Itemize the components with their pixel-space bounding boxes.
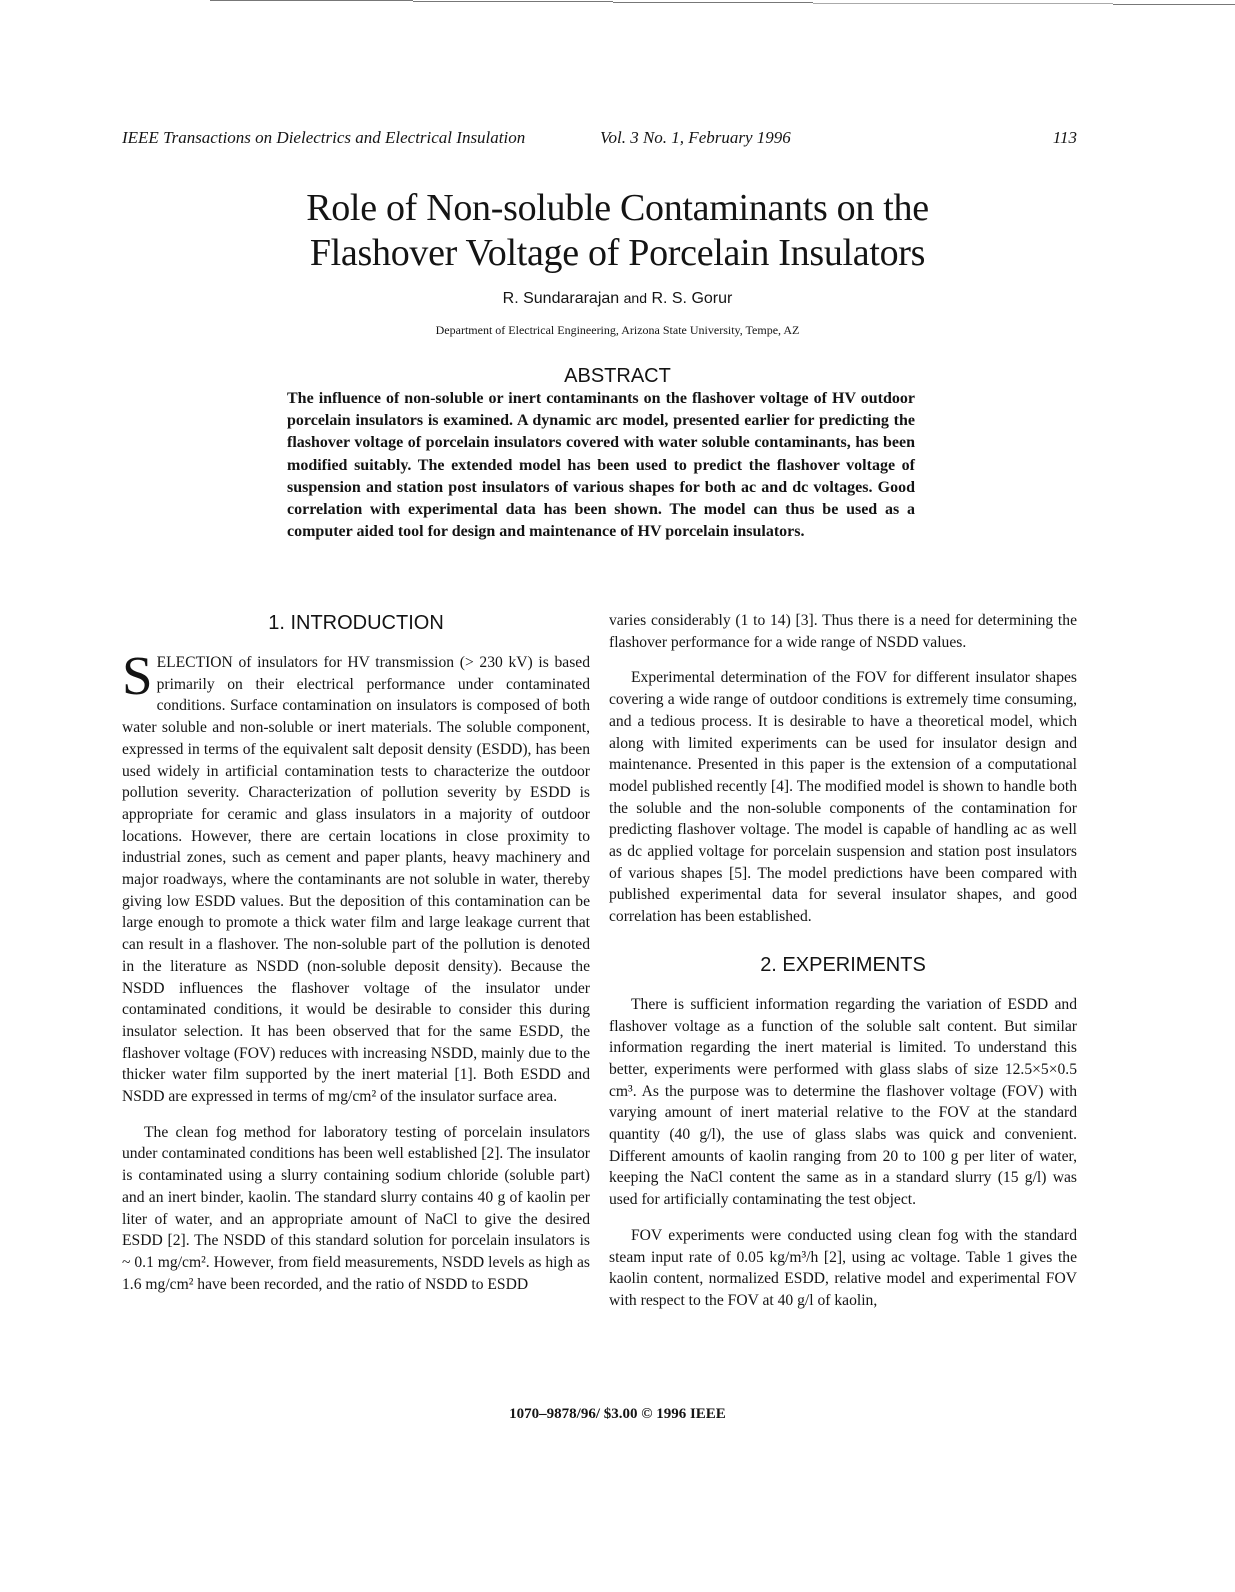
paper-title <box>200 186 1035 276</box>
title-line-2: Flashover Voltage of Porcelain Insulators <box>309 232 926 274</box>
section-heading-introduction: 1. INTRODUCTION <box>268 612 444 634</box>
left-column <box>122 610 590 1309</box>
authors <box>200 290 1035 308</box>
intro-paragraph-1 <box>122 645 590 1108</box>
title-line-1: Role of Non-soluble Contaminants on the <box>306 187 929 229</box>
intro-smallcaps-lead: ELECTION <box>156 654 233 671</box>
affiliation: Department of Electrical Engineering, Arizona State University, Tempe, AZ <box>435 323 800 337</box>
intro-paragraph-1-text: of insulators for HV transmission (> 230 kV) is based primarily on their electrical performance under contaminated conditions. Surface contamination on insulators is composed of both water soluble and non-soluble or inert materials. The soluble component, expressed in terms of the equivalent salt deposit density (ESDD), has been used widely in artificial contamination tests to characterize the outdoor pollution severity. Characterization of pollution severity by ESDD is appropriate for ceramic and glass insulators in a majority of outdoor locations. However, there are certain locations in close proximity to industrial zones, such as cement and paper plants, heavy machinery and major roadways, where the contaminants are not soluble in water, thereby giving low ESDD values. But the deposition of this contamination can be large enough to promote a thick water film and large leakage current that can result in a flashover. The non-soluble part of the pollution is denoted in the literature as NSDD (non-soluble deposit density). Because the NSDD influences the flashover voltage of the insulator under contaminated conditions, it would be desirable to consider this during insulator selection. It has been observed that for the same ESDD, the flashover voltage (FOV) reduces with increasing NSDD, mainly due to the thicker water film supported by the inert material [1]. Both ESDD and NSDD are expressed in terms of mg/cm² of the insulator surface area. <box>122 654 590 1106</box>
section-heading-experiments: 2. EXPERIMENTS <box>760 953 926 976</box>
volume-issue: Vol. 3 No. 1, February 1996 <box>600 128 791 147</box>
drop-cap: S <box>122 645 153 706</box>
journal-name: IEEE Transactions on Dielectrics and Electrical Insulation <box>122 128 526 147</box>
experiments-paragraph-2: FOV experiments were conducted using clean fog with the standard steam input rate of 0.05 kg/m³/h [2], using ac voltage. Table 1 gives the kaolin content, normalized ESDD, relative model and experimental FOV with respect to the FOV at 40 g/l of kaolin, <box>609 1226 1077 1309</box>
copyright-footer: 1070–9878/96/ $3.00 © 1996 IEEE <box>509 1406 726 1422</box>
intro-paragraph-2: The clean fog method for laboratory testing of porcelain insulators under contaminated conditions has been well established [2]. The insulator is contaminated using a slurry containing sodium chloride (soluble part) and an inert binder, kaolin. The standard slurry contains 40 g of kaolin per liter of water, and an appropriate amount of NaCl to give the desired ESDD [2]. The NSDD of this standard solution for porcelain insulators is ~ 0.1 mg/cm². However, from field measurements, NSDD levels as high as 1.6 mg/cm² have been recorded, and the ratio of NSDD to ESDD <box>122 1123 590 1293</box>
scan-top-border <box>210 0 1235 3</box>
abstract-text: The influence of non-soluble or inert contaminants on the flashover voltage of HV outdoor porcelain insulators is examined. A dynamic arc model, presented earlier for predicting the flashover voltage of porcelain insulators covered with water soluble contaminants, has been modified suitably. The extended model has been used to predict the flashover voltage of suspension and station post insulators of various shapes for both ac and dc voltages. Good correlation with experimental data has been shown. The model can thus be used as a computer aided tool for design and maintenance of HV porcelain insulators. <box>287 390 915 541</box>
abstract-heading: ABSTRACT <box>564 365 671 387</box>
author-2: R. S. Gorur <box>651 290 733 307</box>
experiments-paragraph-1: There is sufficient information regarding the variation of ESDD and flashover voltage as a function of the soluble salt content. But similar information regarding the inert material is limited. To understand this better, experiments were performed with glass slabs of size 12.5×5×0.5 cm³. As the purpose was to determine the flashover voltage (FOV) with varying amount of inert material relative to the FOV at the standard quantity (40 g/l), the use of glass slabs was quick and convenient. Different amounts of kaolin ranging from 20 to 100 g per liter of water, keeping the NaCl content the same as in a standard slurry (15 g/l) was used for artificially contaminating the test object. <box>609 995 1077 1209</box>
author-1: R. Sundararajan <box>502 290 620 307</box>
intro-paragraph-3: Experimental determination of the FOV for different insulator shapes covering a wide range of outdoor conditions is extremely time consuming, and a tedious process. It is desirable to have a theoretical model, which along with limited experiments can be used for insulator design and maintenance. Presented in this paper is the extension of a computational model published recently [4]. The modified model is shown to handle both the soluble and the non-soluble components of the contamination for predicting flashover voltage. The model is capable of handling ac as well as dc applied voltage for porcelain suspension and station post insulators of various shapes [5]. The model predictions have been compared with published experimental data for several insulator shapes, and good correlation has been established. <box>609 669 1077 926</box>
author-conjunction: and <box>623 290 647 306</box>
right-column <box>609 610 1077 1326</box>
page-number: 113 <box>1052 128 1077 147</box>
running-head <box>122 128 1077 152</box>
intro-paragraph-2-continued: varies considerably (1 to 14) [3]. Thus there is a need for determining the flashover performance for a wide range of NSDD values. <box>609 612 1077 651</box>
